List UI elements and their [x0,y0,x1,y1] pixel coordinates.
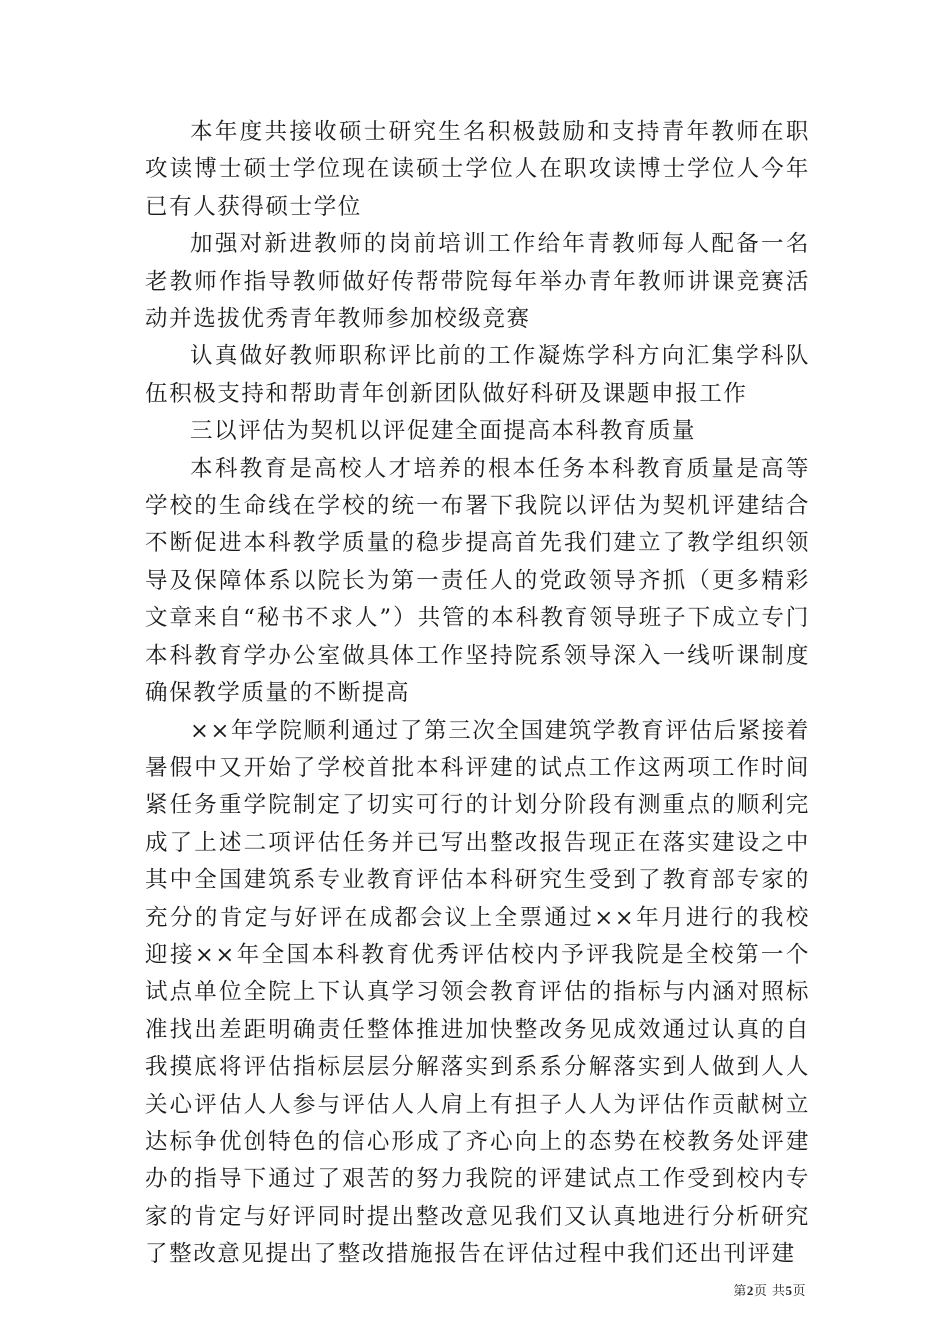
footer-middle: 页 共 [753,1284,786,1299]
section-heading: 三以评估为契机以评促建全面提高本科教育质量 [190,418,697,445]
current-page-number: 2 [746,1283,754,1298]
total-page-number: 5 [785,1283,793,1298]
paragraph-1: 本年度共接收硕士研究生名积极鼓励和支持青年教师在职攻读博士硕士学位现在读硕士学位人在职攻读博士学位人今年已有人获得硕士学位 [145,119,810,220]
footer-prefix: 第 [733,1284,747,1299]
paragraph-2: 加强对新进教师的岗前培训工作给年青教师每人配备一名老教师作指导教师做好传帮带院每年举办青年教师讲课竞赛活动并选拔优秀青年教师参加校级竞赛 [145,231,810,333]
paragraph-5: ××年学院顺利通过了第三次全国建筑学教育评估后紧接着暑假中又开始了学校首批本科评建的试点工作这两项工作时间紧任务重学院制定了切实可行的计划分阶段有测重点的顺利完成了上述二项评估任务并已写出整改报告现正在落实建设之中其中全国建筑系专业教育评估本科研究生受到了教育部专家的充分的肯定与好评在成都会议上全票通过××年月进行的我校迎接××年全国本科教育优秀评估校内予评我院是全校第一个试点单位全院上下认真学习领会教育评估的指标与内涵对照标准找出差距明确责任整体推进加快整改务见成效通过认真的自我摸底将评估指标层层分解落实到系系分解落实到人做到人人关心评估人人参与评估人人肩上有担子人人为评估作贡献树立达标争优创特色的信心形成了齐心向上的态势在校教务处评建办的指导下通过了艰苦的努力我院的评建试点工作受到校内专家的肯定与好评同时提出整改意见我们又认真地进行分析研究了整改意见提出了整改措施报告在评估过程中我们还出刊评建 [145,717,810,1268]
document-body [145,114,810,1274]
page-footer [733,1283,806,1300]
paragraph-3: 认真做好教师职称评比前的工作凝炼学科方向汇集学科队伍积极支持和帮助青年创新团队做好科研及课题申报工作 [145,343,810,407]
footer-suffix: 页 [792,1284,806,1299]
paragraph-4: 本科教育是高校人才培养的根本任务本科教育质量是高等学校的生命线在学校的统一布署下我院以评估为契机评建结合不断促进本科教学质量的稳步提高首先我们建立了教学组织领导及保障体系以院长为第一责任人的党政领导齐抓（更多精彩文章来自“秘书不求人”）共管的本科教育领导班子下成立专门本科教育学办公室做具体工作坚持院系领导深入一线听课制度确保教学质量的不断提高 [145,455,810,707]
